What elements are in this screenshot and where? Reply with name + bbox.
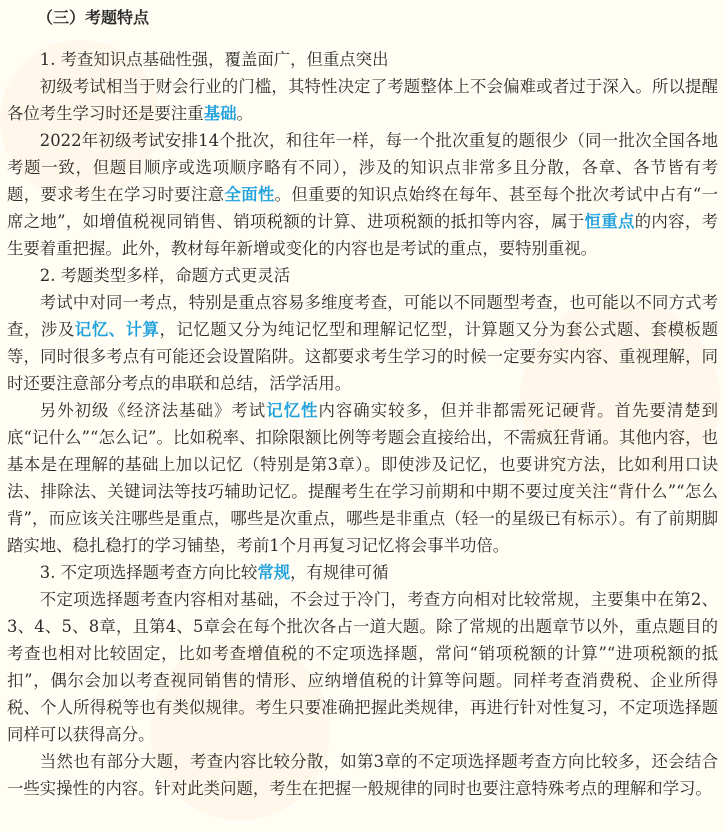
highlighted-keyword: 记忆性 (266, 401, 319, 420)
subsection-heading (7, 262, 718, 289)
text-segment: 。 (236, 104, 253, 123)
subsection-heading (7, 46, 718, 73)
highlighted-keyword: 记忆、计算 (74, 320, 160, 339)
text-segment: 当然也有部分大题，考查内容比较分散，如第3章的不定项选择题考查方向比较多，还会结合一些实操性的内容。针对此类问题，考生在把握一般规律的同时也要注意特殊考点的理解和学习。 (7, 752, 718, 798)
highlighted-keyword: 基础 (203, 104, 237, 123)
text-segment: 3. 不定项选择题考查方向比较 (39, 563, 258, 582)
body-paragraph (7, 397, 718, 559)
text-segment: 考试中对同一考点，特别是重点容易多维度考查，可能以不同题型考查，也可能以不同方式考查，涉及 (7, 293, 718, 339)
highlighted-keyword: 全面性 (224, 185, 275, 204)
section-title: （三）考题特点 (37, 8, 150, 27)
text-segment: 不定项选择题考查内容相对基础，不会过于冷门，考查方向相对比较常规，主要集中在第2、3、4、5、8章，且第4、5章会在每个批次各占一道大题。除了常规的出题章节以外，重点题目的考查也相对比较固定，比如考查增值税的不定项选择题，常问“销项税额的计算”“进项税额的抵扣”，偶尔会加以考查视同销售的情形、应纳增值税的计算等问题。同样考查消费税、企业所得税、个人所得税等也有类似规律。考生只要准确把握此类规律，再进行针对性复习，不定项选择题同样可以获得高分。 (7, 590, 718, 744)
paragraphs (7, 46, 718, 802)
text-segment: 的内容，考生要着重把握。此外，教材每年新增或变化的内容也是考试的重点，要特别重视。 (7, 212, 718, 258)
body-paragraph (7, 73, 718, 127)
body-paragraph (7, 748, 718, 802)
text-segment: 内容确实较多，但并非都需死记硬背。首先要清楚到底“记什么”“怎么记”。比如税率、扣除限额比例等考题会直接给出，不需疯狂背诵。其他内容，也基本是在理解的基础上加以记忆（特别是第3章）。即使涉及记忆，也要讲究方法，比如利用口诀法、排除法、关键词法等技巧辅助记忆。提醒考生在学习前期和中期不要过度关注“背什么”“怎么背”，而应该关注哪些是重点，哪些是次重点，哪些是非重点（轻一的星级已有标示）。有了前期脚踏实地、稳扎稳打的学习铺垫，考前1个月再复习记忆将会事半功倍。 (7, 401, 719, 555)
text-segment: 。但重要的知识点始终在每年、甚至每个批次考试中占有“一席之地”，如增值税视同销售、销项税额的计算、进项税额的抵扣等内容，属于 (7, 185, 718, 231)
subsection-heading (7, 559, 718, 586)
text-segment: ，有规律可循 (290, 563, 389, 582)
body-paragraph (7, 289, 718, 397)
highlighted-keyword: 常规 (257, 563, 291, 582)
text-segment: 另外初级《经济法基础》考试 (39, 401, 267, 420)
text-segment: 2. 考题类型多样，命题方式更灵活 (39, 266, 291, 285)
body-paragraph (7, 586, 718, 748)
body-paragraph (7, 127, 718, 262)
text-segment: 初级考试相当于财会行业的门槛，其特性决定了考题整体上不会偏难或者过于深入。所以提醒各位考生学习时还是要注重 (7, 77, 718, 123)
text-segment: ，记忆题又分为纯记忆型和理解记忆型，计算题又分为套公式题、套模板题等，同时很多考点有可能还会设置陷阱。这都要求考生学习的时候一定要夯实内容、重视理解，同时还要注意部分考点的串联和总结，活学活用。 (7, 320, 719, 393)
text-segment: 1. 考查知识点基础性强，覆盖面广，但重点突出 (39, 50, 389, 69)
text-segment: 2022年初级考试安排14个批次，和往年一样，每一个批次重复的题很少（同一批次全国各地考题一致，但题目顺序或选项顺序略有不同），涉及的知识点非常多且分散，各章、各节皆有考题，要求考生在学习时要注意 (7, 131, 718, 204)
document-body (7, 4, 718, 802)
highlighted-keyword: 恒重点 (584, 212, 635, 231)
